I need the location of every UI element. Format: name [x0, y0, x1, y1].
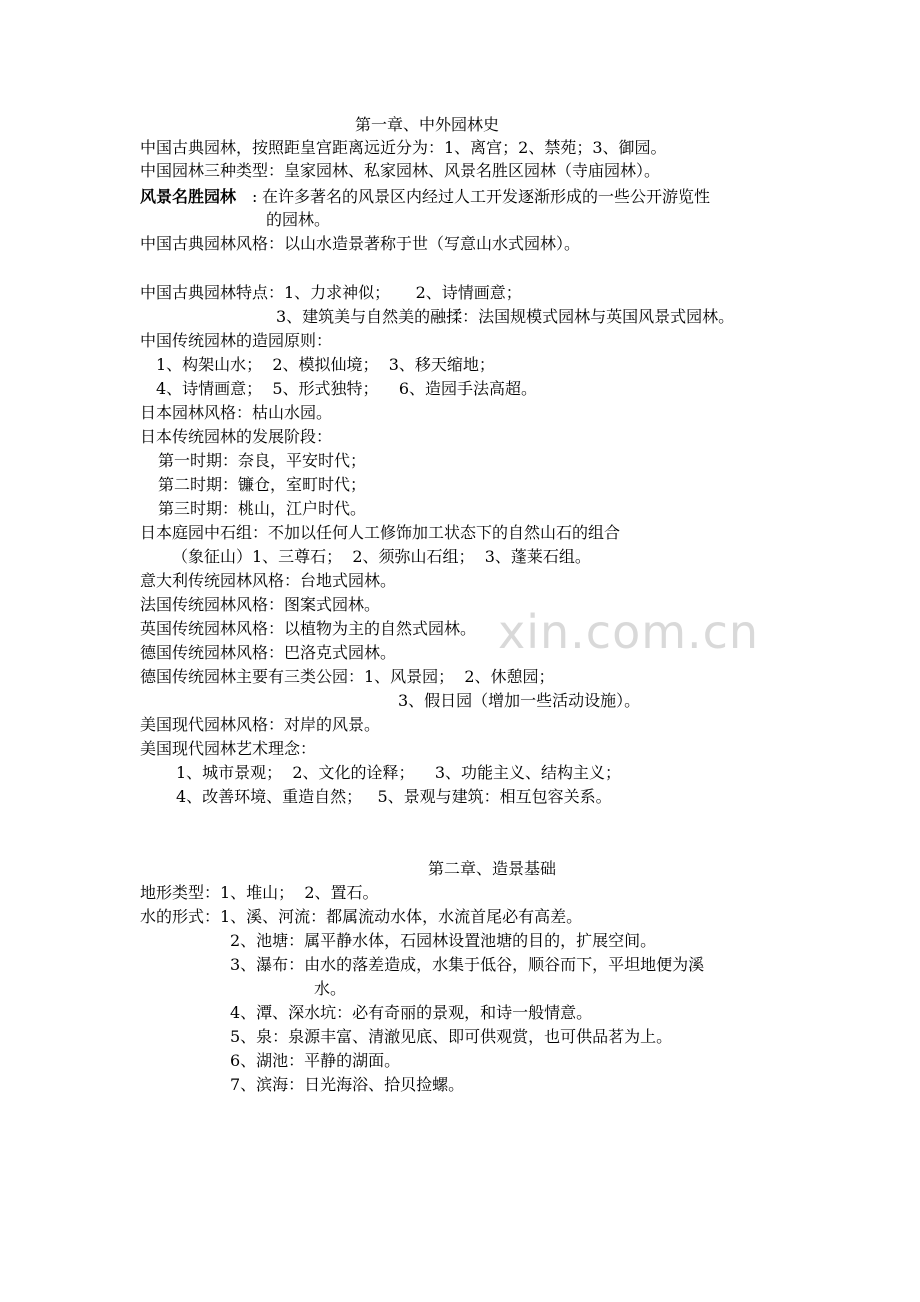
text-line: 第一时期：奈良，平安时代； [158, 451, 367, 470]
text-line: 中国园林三种类型：皇家园林、私家园林、风景名胜区园林（寺庙园林）。 [140, 161, 661, 180]
text-line: 4、诗情画意； 5、形式独特； 6、造园手法高超。 [156, 379, 538, 398]
text-line: : [252, 187, 258, 206]
text-line: 日本传统园林的发展阶段： [140, 427, 333, 446]
text-line: 3、瀑布：由水的落差造成，水集于低谷，顺谷而下，平坦地便为溪 [230, 955, 705, 974]
text-line: 4、改善环境、重造自然； 5、景观与建筑：相互包容关系。 [176, 787, 612, 806]
text-line: 英国传统园林风格：以植物为主的自然式园林。 [140, 619, 477, 638]
text-line: 第二时期：镰仓，室町时代； [158, 475, 367, 494]
text-line: 第三时期：桃山，江户时代。 [158, 499, 367, 518]
text-line: 水的形式：1、溪、河流：都属流动水体，水流首尾必有高差。 [140, 907, 583, 926]
text-line: 日本庭园中石组：不加以任何人工修饰加工状态下的自然山石的组合 [140, 523, 621, 542]
text-line: 6、湖池：平静的湖面。 [230, 1051, 401, 1070]
text-line: 3、建筑美与自然美的融揉：法国规模式园林与英国风景式园林。 [276, 307, 735, 326]
text-line: 在许多著名的风景区内经过人工开发逐渐形成的一些公开游览性 [262, 187, 711, 206]
text-line: 的园林。 [266, 210, 331, 229]
chapter-1-title: 第一章、中外园林史 [355, 115, 500, 134]
chapter-2-title: 第二章、造景基础 [428, 859, 557, 878]
watermark: xin.com.cn [498, 605, 760, 659]
text-line: 1、构架山水； 2、模拟仙境； 3、移天缩地； [156, 355, 495, 374]
text-line: 美国现代园林艺术理念： [140, 739, 317, 758]
text-line: 德国传统园林主要有三类公园：1、风景园； 2、休憩园； [140, 667, 555, 686]
text-line: 水。 [314, 979, 347, 998]
text-line: 7、滨海：日光海浴、拾贝捡螺。 [230, 1075, 465, 1094]
text-line: 中国古典园林，按照距皇宫距离远近分为：1、离宫；2、禁苑；3、御园。 [140, 138, 667, 157]
text-line: 1、城市景观； 2、文化的诠释； 3、功能主义、结构主义； [176, 763, 622, 782]
text-line: （象征山）1、三尊石； 2、须弥山石组； 3、蓬莱石组。 [172, 547, 591, 566]
text-line: 美国现代园林风格：对岸的风景。 [140, 715, 381, 734]
text-line: 5、泉：泉源丰富、清澈见底、即可供观赏，也可供品茗为上。 [230, 1027, 673, 1046]
text-line: 中国古典园林风格：以山水造景著称于世（写意山水式园林）。 [140, 234, 581, 253]
text-line: 3、假日园（增加一些活动设施）。 [398, 691, 641, 710]
text-line: 中国古典园林特点：1、力求神似； 2、诗情画意； [140, 283, 522, 302]
text-line: 法国传统园林风格：图案式园林。 [140, 595, 381, 614]
text-line: 2、池塘：属平静水体，石园林设置池塘的目的，扩展空间。 [230, 931, 657, 950]
text-line: 意大利传统园林风格：台地式园林。 [140, 571, 397, 590]
text-line: 德国传统园林风格：巴洛克式园林。 [140, 643, 397, 662]
text-line: 地形类型：1、堆山； 2、置石。 [140, 883, 379, 902]
text-line: 中国传统园林的造园原则： [140, 331, 333, 350]
term-label: 风景名胜园林 [140, 187, 237, 206]
text-line: 4、潭、深水坑：必有奇丽的景观，和诗一般情意。 [230, 1003, 593, 1022]
text-line: 日本园林风格：枯山水园。 [140, 403, 333, 422]
